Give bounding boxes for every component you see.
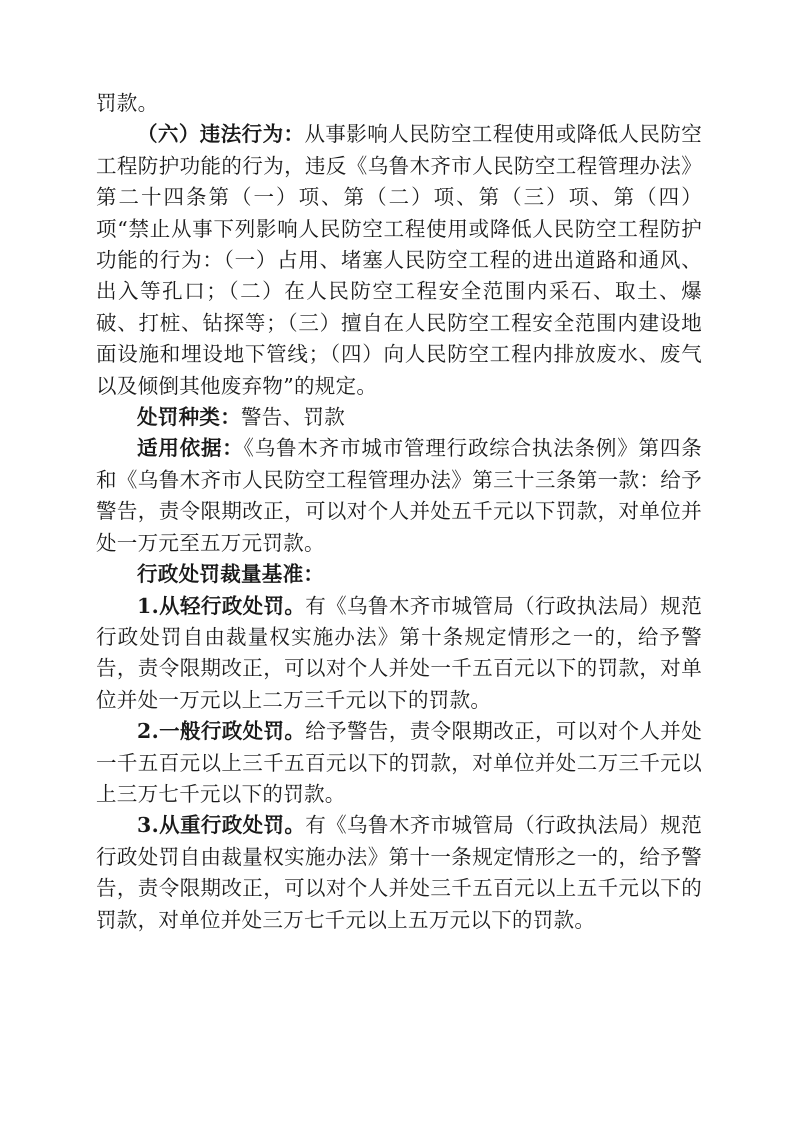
lenient-text: 有《乌鲁木齐市城管局（行政执法局）规范行政处罚自由裁量权实施办法》第十条规定情形之一的，给予警告，责令限期改正，可以对个人并处一千五百元以下的罚款，对单位并处一万元以上二万三千元以下的罚款。 <box>96 593 702 712</box>
paragraph-penalty-type <box>96 402 702 433</box>
general-label: 2.一般行政处罚。 <box>137 719 306 744</box>
lenient-label: 1.从轻行政处罚。 <box>137 593 306 618</box>
paragraph-continuation <box>96 88 702 119</box>
paragraph-severe <box>96 810 702 936</box>
paragraph-lenient <box>96 591 702 717</box>
document-page <box>96 88 702 936</box>
paragraph-general <box>96 716 702 810</box>
continuation-text: 罚款。 <box>96 91 159 115</box>
paragraph-legal-basis <box>96 433 702 559</box>
violation-label: （六）违法行为： <box>137 122 305 147</box>
severe-text: 有《乌鲁木齐市城管局（行政执法局）规范行政处罚自由裁量权实施办法》第十一条规定情形之一的，给予警告，责令限期改正，可以对个人并处三千五百元以上五千元以下的罚款，对单位并处三万七千元以上五万元以下的罚款。 <box>96 813 702 932</box>
violation-text: 从事影响人民防空工程使用或降低人民防空工程防护功能的行为，违反《乌鲁木齐市人民防空工程管理办法》第二十四条第（一）项、第（二）项、第（三）项、第（四）项“禁止从事下列影响人民防空工程使用或降低人民防空工程防护功能的行为：（一）占用、堵塞人民防空工程的进出道路和通风、出入等孔口；（二）在人民防空工程安全范围内采石、取土、爆破、打桩、钻探等；（三）擅自在人民防空工程安全范围内建设地面设施和埋设地下管线；（四）向人民防空工程内排放废水、废气以及倾倒其他废弃物”的规定。 <box>96 122 702 398</box>
discretion-heading: 行政处罚裁量基准： <box>137 562 325 587</box>
general-text: 给予警告，责令限期改正，可以对个人并处一千五百元以上三千五百元以下的罚款，对单位并处二万三千元以上三万七千元以下的罚款。 <box>96 719 702 806</box>
legal-basis-text: 《乌鲁木齐市城市管理行政综合执法条例》第四条和《乌鲁木齐市人民防空工程管理办法》第三十三条第一款：给予警告，责令限期改正，可以对个人并处五千元以下罚款，对单位并处一万元至五万元罚款。 <box>96 436 702 555</box>
severe-label: 3.从重行政处罚。 <box>137 813 306 838</box>
paragraph-violation <box>96 119 702 402</box>
paragraph-discretion-heading <box>96 559 702 590</box>
legal-basis-label: 适用依据： <box>137 436 244 461</box>
penalty-type-label: 处罚种类： <box>137 405 241 430</box>
penalty-type-text: 警告、罚款 <box>241 405 345 430</box>
